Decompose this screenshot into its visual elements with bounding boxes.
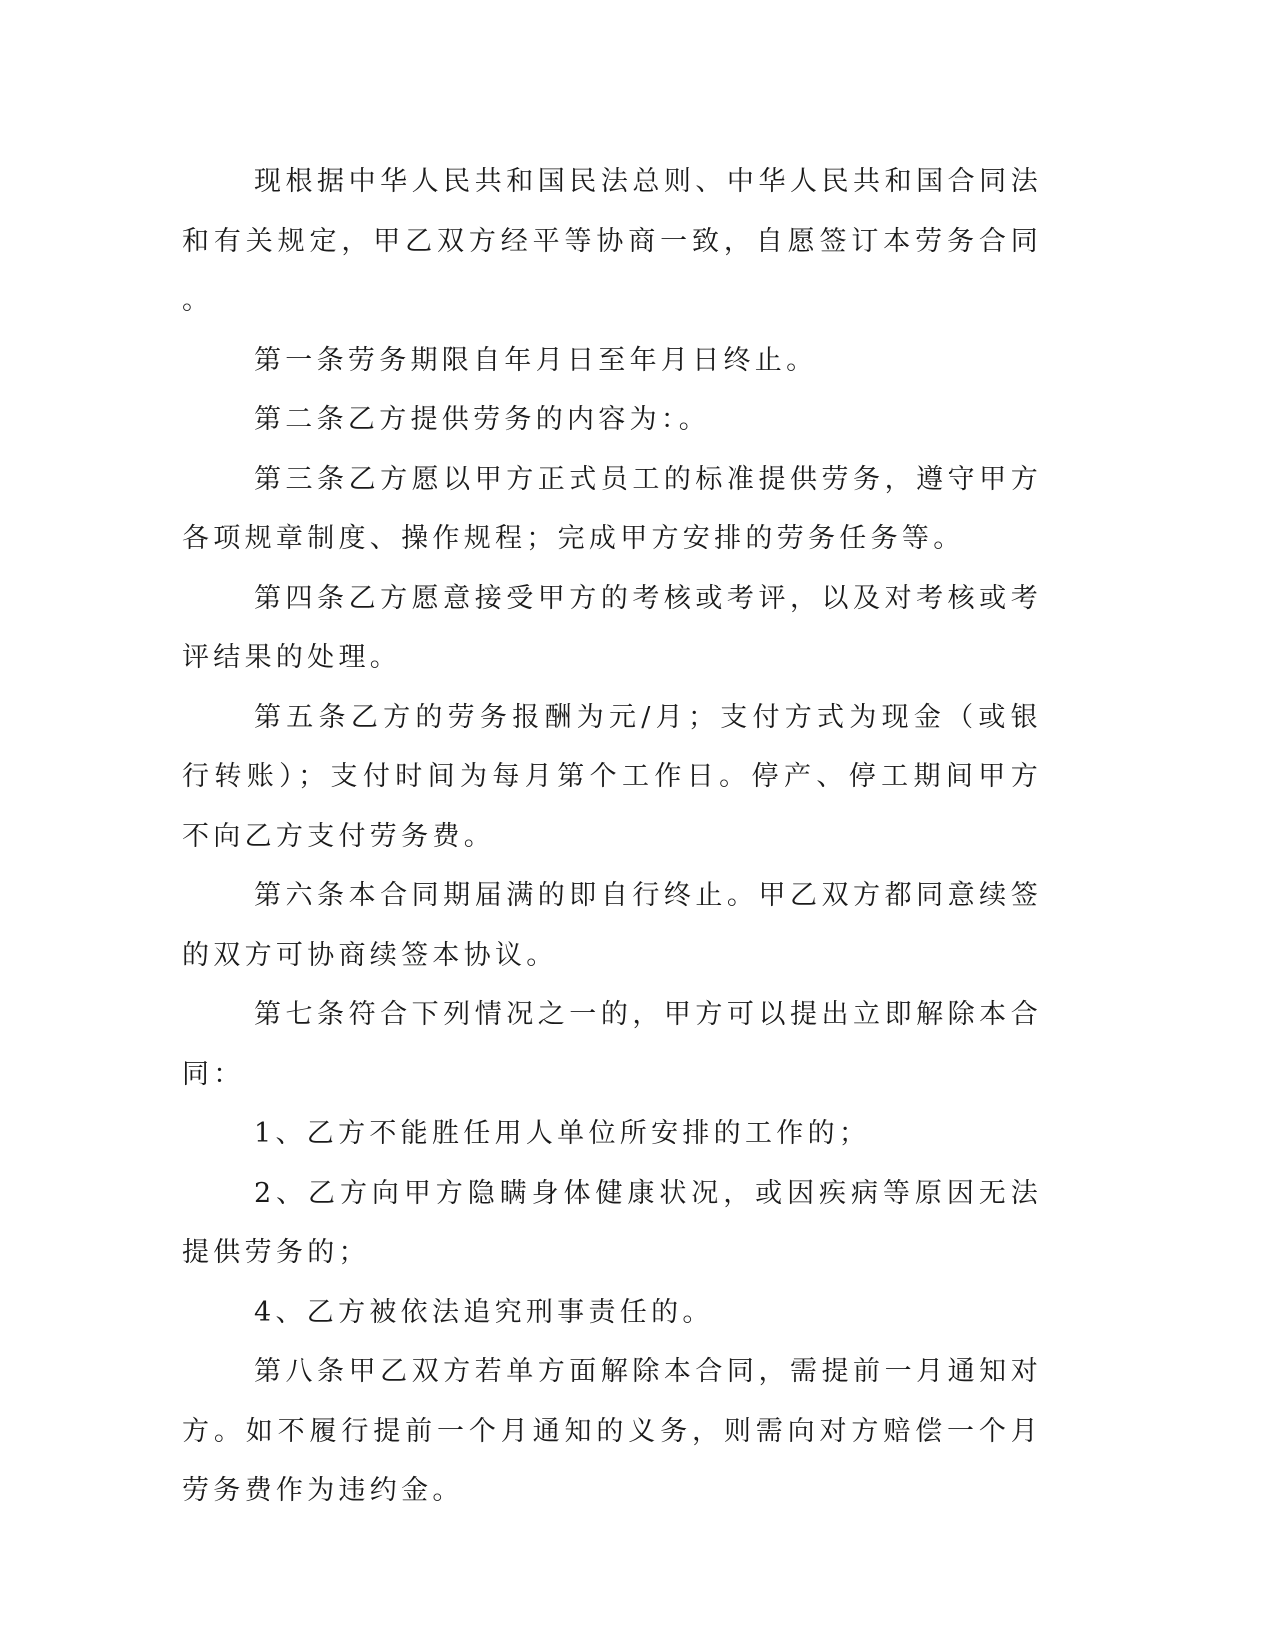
paragraph-item-4: 4、乙方被依法追究刑事责任的。: [254, 1296, 714, 1328]
paragraph-article-2: 第二条乙方提供劳务的内容为：。: [254, 404, 710, 435]
paragraph-article-4: 第四条乙方愿意接受甲方的考核或考评，以及对考核或考评结果的处理。: [182, 582, 1042, 673]
paragraph-article-7: 第七条符合下列情况之一的，甲方可以提出立即解除本合同：: [182, 999, 1042, 1090]
paragraph-article-3: 第三条乙方愿以甲方正式员工的标准提供劳务，遵守甲方各项规章制度、操作规程；完成甲方安排的劳务任务等。: [182, 463, 1042, 554]
paragraph-item-1: 1、乙方不能胜任用人单位所安排的工作的；: [254, 1118, 871, 1149]
contract-body: [182, 152, 1042, 1521]
paragraph-preamble: 现根据中华人民共和国民法总则、中华人民共和国合同法和有关规定，甲乙双方经平等协商一致，自愿签订本劳务合同。: [182, 166, 1042, 316]
paragraph-article-6: 第六条本合同期届满的即自行终止。甲乙双方都同意续签的双方可协商续签本协议。: [182, 880, 1042, 971]
paragraph-article-1: 第一条劳务期限自年月日至年月日终止。: [254, 344, 818, 376]
paragraph-article-8: 第八条甲乙双方若单方面解除本合同，需提前一月通知对方。如不履行提前一个月通知的义务，则需向对方赔偿一个月劳务费作为违约金。: [182, 1356, 1042, 1506]
paragraph-item-2: 2、乙方向甲方隐瞒身体健康状况，或因疾病等原因无法提供劳务的；: [182, 1177, 1042, 1268]
paragraph-article-5: 第五条乙方的劳务报酬为元/月；支付方式为现金（或银行转账）；支付时间为每月第个工作日。停产、停工期间甲方不向乙方支付劳务费。: [182, 701, 1042, 852]
